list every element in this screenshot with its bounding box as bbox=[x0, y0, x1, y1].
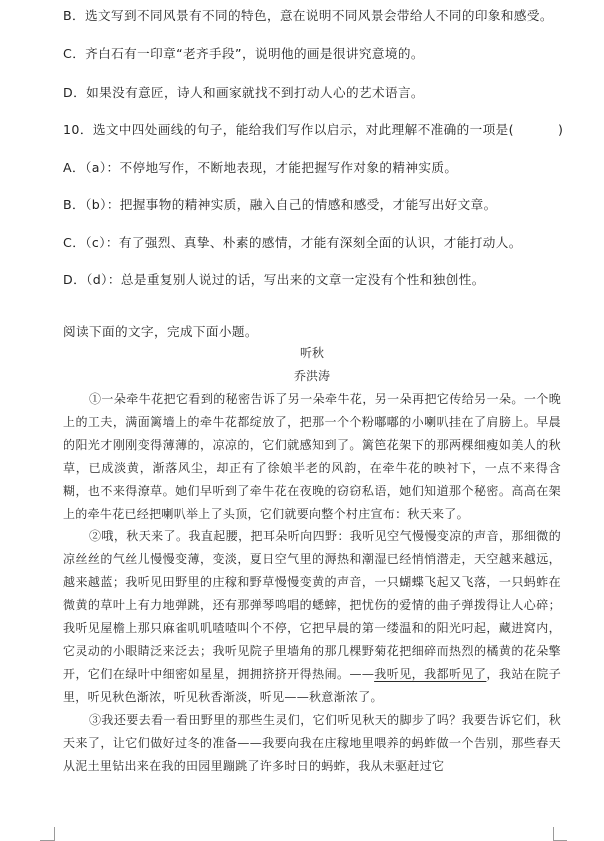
question-10-stem bbox=[63, 120, 563, 140]
passage-author: 乔洪涛 bbox=[293, 369, 330, 383]
page-corner-mark-right bbox=[553, 827, 568, 841]
question-10-text: 10．选文中四处画线的句子，能给我们写作以启示，对此理解不准确的一项是( bbox=[63, 122, 514, 137]
passage-title: 听秋 bbox=[299, 346, 324, 360]
paragraph-3: ③我还要去看一看田野里的那些生灵们，它们听见秋天的脚步了吗？我要告诉它们，秋天来了，让它们做好过冬的准备——我要向我在庄稼地里喂养的蚂蚱做一个告别，那些春天从泥土里钻出来在我的田园里蹦跳了许多时日的蚂蚱，我从未驱赶过它 bbox=[63, 712, 561, 773]
option-b: B．选文写到不同风景有不同的特色，意在说明不同风景会带给人不同的印象和感受。 bbox=[63, 8, 553, 23]
option-c: C．齐白石有一印章“老齐手段”，说明他的画是很讲究意境的。 bbox=[63, 46, 424, 61]
reading-intro: 阅读下面的文字，完成下面小题。 bbox=[63, 324, 258, 339]
passage-body bbox=[63, 388, 561, 777]
paragraph-2-tail: ，我站在院子里，听见秋色渐浓，听见秋香渐淡，听见——秋意渐浓了。 bbox=[63, 666, 561, 704]
option-d: D．如果没有意匠，诗人和画家就找不到打动人心的艺术语言。 bbox=[63, 85, 424, 100]
underlined-sentence: 我听见，我都听见了 bbox=[374, 666, 487, 681]
answer-blank-close: ) bbox=[557, 122, 564, 137]
q10-option-c: C．（c）：有了强烈、真挚、朴素的感情，才能有深刻全面的认识，才能打动人。 bbox=[63, 235, 522, 250]
q10-option-a: A．（a）：不停地写作，不断地表现，才能把握写作对象的精神实质。 bbox=[63, 160, 458, 175]
paragraph-1: ①一朵牵牛花把它看到的秘密告诉了另一朵牵牛花，另一朵再把它传给另一朵。一个晚上的工夫，满面篱墙上的牵牛花都绽放了，把那一个个粉嘟嘟的小喇叭挂在了肩膀上。早晨的阳光才刚刚变得薄薄的，凉凉的，它们就感知到了。篱笆花架下的那两棵细瘦如美人的秋草，已成淡黄，渐落风尘，却正有了徐娘半老的风韵，在牵牛花的映衬下，一点不来得含糊，也不来得潦草。她们早听到了牵牛花在夜晚的窃窃私语，她们知道那个秘密。高高在架上的牵牛花已经把喇叭举上了头顶，它们就要向整个村庄宣布：秋天来了。 bbox=[63, 392, 561, 521]
q10-option-d: D．（d）：总是重复别人说过的话，写出来的文章一定没有个性和独创性。 bbox=[63, 272, 485, 287]
paragraph-2-text: ②哦，秋天来了。我直起腰，把耳朵听向四野：我听见空气慢慢变凉的声音，那细微的凉丝丝的气丝儿慢慢变薄，变淡，夏日空气里的溽热和潮湿已经悄悄潜走，天空越来越远，越来越蓝；我听见田野里的庄稼和野草慢慢变黄的声音，一只蝴蝶飞起又飞落，一只蚂蚱在微黄的草叶上有力地弹跳，还有那弹琴鸣唱的蟋蟀，把忧伤的爱情的曲子弹拨得让人心碎；我听见屋檐上那只麻雀叽叽喳喳叫个不停，它把早晨的第一缕温和的阳光叼起，藏进窝内，它灵动的小眼睛泛来泛去；我听见院子里墙角的那几棵野菊花把细碎而热烈的橘黄的花朵擎开，它们在绿叶中细密如星星，拥拥挤挤开得热闹。—— bbox=[63, 529, 561, 681]
paragraph-2 bbox=[63, 525, 561, 708]
page-corner-mark-left bbox=[40, 827, 55, 841]
q10-option-b: B．（b）：把握事物的精神实质，融入自己的情感和感受，才能写出好文章。 bbox=[63, 197, 497, 212]
